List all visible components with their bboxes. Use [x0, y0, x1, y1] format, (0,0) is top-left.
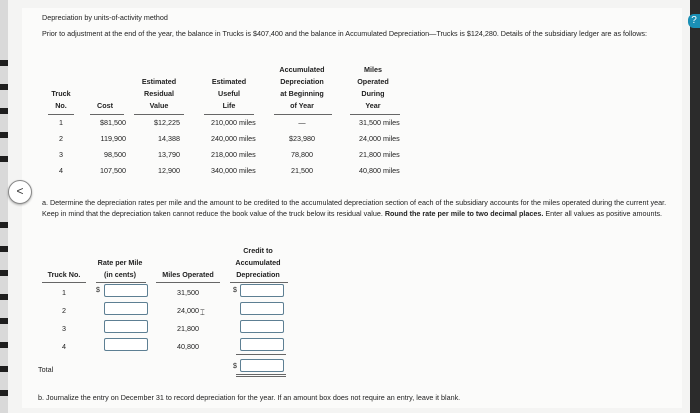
header-residual: Residual	[144, 89, 174, 98]
ledger-no: 4	[59, 166, 63, 175]
ledger-miles: 21,800 miles	[359, 150, 400, 159]
ledger-accum: 78,800	[291, 150, 313, 159]
ledger-no: 3	[59, 150, 63, 159]
part-b-instructions: b. Journalize the entry on December 31 to record depreciation for the year. If an amount box does not require an entry, leave it blank.	[38, 393, 461, 402]
rate-input-truck-4[interactable]	[104, 338, 148, 351]
header-accum: Accumulated	[279, 65, 325, 74]
answer-truck-no: 3	[62, 324, 66, 333]
ledger-cost: $81,500	[100, 118, 126, 127]
ledger-miles: 31,500 miles	[359, 118, 400, 127]
problem-title: Depreciation by units-of-activity method	[42, 13, 168, 22]
ledger-life: 218,000 miles	[211, 150, 256, 159]
nav-marker	[0, 246, 8, 252]
ledger-residual: 12,900	[158, 166, 180, 175]
right-sidebar	[690, 0, 700, 413]
rate-input-truck-2[interactable]	[104, 302, 148, 315]
part-a-text: a. Determine the depreciation rates per mile and the amount to be credited to the accumulated depreciation section of each of the subsidiary accounts for the miles operated during the current year. Keep in mind that the depreciation taken cannot reduce the book value of the truck below its residual value.	[42, 198, 667, 218]
header-truck: Truck	[51, 89, 71, 98]
previous-button[interactable]: <	[8, 180, 32, 204]
part-a-rounding-note: Round the rate per mile to two decimal places.	[384, 209, 544, 218]
header-truck-no: No.	[55, 101, 67, 110]
part-a-instructions	[42, 197, 672, 219]
answer-header-credit: Credit to	[243, 246, 273, 255]
total-double-rule	[236, 374, 286, 375]
nav-marker	[0, 342, 8, 348]
nav-marker	[0, 390, 8, 396]
header-rule	[90, 114, 124, 115]
nav-marker	[0, 222, 8, 228]
header-life: Estimated	[211, 77, 247, 86]
ledger-no: 1	[59, 118, 63, 127]
credit-input-truck-1[interactable]	[240, 284, 284, 297]
ledger-cost: 107,500	[100, 166, 126, 175]
rate-input-truck-3[interactable]	[104, 320, 148, 333]
credit-input-truck-4[interactable]	[240, 338, 284, 351]
rate-input-truck-1[interactable]	[104, 284, 148, 297]
answer-miles: 40,800	[177, 342, 199, 351]
nav-marker	[0, 366, 8, 372]
header-miles: During	[361, 89, 385, 98]
header-life: Life	[222, 101, 236, 110]
nav-marker	[0, 294, 8, 300]
ledger-cost: 119,900	[100, 134, 126, 143]
answer-truck-no: 4	[62, 342, 66, 351]
ledger-life: 210,000 miles	[211, 118, 256, 127]
answer-truck-no: 2	[62, 306, 66, 315]
ledger-accum: —	[298, 118, 306, 127]
nav-marker	[0, 84, 8, 90]
ledger-life: 340,000 miles	[211, 166, 256, 175]
part-a-positive-note: Enter all values as positive amounts.	[545, 209, 663, 218]
currency-symbol: $	[96, 287, 100, 294]
ledger-residual: 13,790	[158, 150, 180, 159]
nav-marker	[0, 108, 8, 114]
mouse-cursor-icon: ⌶	[200, 308, 205, 317]
header-accum: at Beginning	[280, 89, 324, 98]
total-label: Total	[38, 365, 54, 374]
header-rule	[350, 114, 400, 115]
ledger-miles: 40,800 miles	[359, 166, 400, 175]
answer-header-truck: Truck No.	[47, 270, 81, 279]
header-rule	[134, 114, 184, 115]
ledger-accum: $23,980	[289, 134, 315, 143]
answer-header-rate-unit: (in cents)	[104, 270, 136, 279]
answer-header-credit: Depreciation	[236, 270, 280, 279]
total-double-rule	[236, 376, 286, 377]
header-rule	[48, 114, 74, 115]
nav-marker	[0, 156, 8, 162]
ledger-residual: 14,388	[158, 134, 180, 143]
answer-miles: 31,500	[177, 288, 199, 297]
ledger-life: 240,000 miles	[211, 134, 256, 143]
answer-miles: 21,800	[177, 324, 199, 333]
currency-symbol: $	[233, 363, 237, 370]
answer-header-miles: Miles Operated	[162, 270, 214, 279]
total-credit-input[interactable]	[240, 359, 284, 372]
help-icon[interactable]: ?	[688, 14, 700, 28]
header-miles: Year	[365, 101, 381, 110]
ledger-cost: 98,500	[104, 150, 126, 159]
header-rule	[274, 114, 332, 115]
nav-marker	[0, 318, 8, 324]
nav-marker	[0, 132, 8, 138]
header-residual: Value	[149, 101, 169, 110]
ledger-residual: $12,225	[154, 118, 180, 127]
header-rule	[204, 114, 254, 115]
ledger-no: 2	[59, 134, 63, 143]
problem-card	[22, 8, 682, 408]
left-navigation-strip	[0, 0, 8, 413]
header-residual: Estimated	[141, 77, 177, 86]
credit-input-truck-3[interactable]	[240, 320, 284, 333]
answer-header-rate: Rate per Mile	[97, 258, 143, 267]
currency-symbol: $	[233, 287, 237, 294]
header-cost: Cost	[97, 101, 113, 110]
problem-intro: Prior to adjustment at the end of the year, the balance in Trucks is $407,400 and the balance in Accumulated Depreciation—Trucks is $124,280. Details of the subsidiary ledger are as follows:	[42, 29, 648, 38]
ledger-miles: 24,000 miles	[359, 134, 400, 143]
header-miles: Operated	[357, 77, 389, 86]
nav-marker	[0, 60, 8, 66]
header-accum: of Year	[290, 101, 314, 110]
header-life: Useful	[218, 89, 240, 98]
answer-miles: 24,000	[177, 306, 199, 315]
header-rule	[156, 282, 220, 283]
header-rule	[96, 282, 146, 283]
header-accum: Depreciation	[280, 77, 324, 86]
nav-marker	[0, 270, 8, 276]
credit-input-truck-2[interactable]	[240, 302, 284, 315]
header-rule	[230, 282, 288, 283]
total-rule	[236, 354, 286, 355]
header-miles: Miles	[364, 65, 382, 74]
answer-truck-no: 1	[62, 288, 66, 297]
header-rule	[42, 282, 86, 283]
answer-header-credit: Accumulated	[235, 258, 281, 267]
ledger-accum: 21,500	[291, 166, 313, 175]
